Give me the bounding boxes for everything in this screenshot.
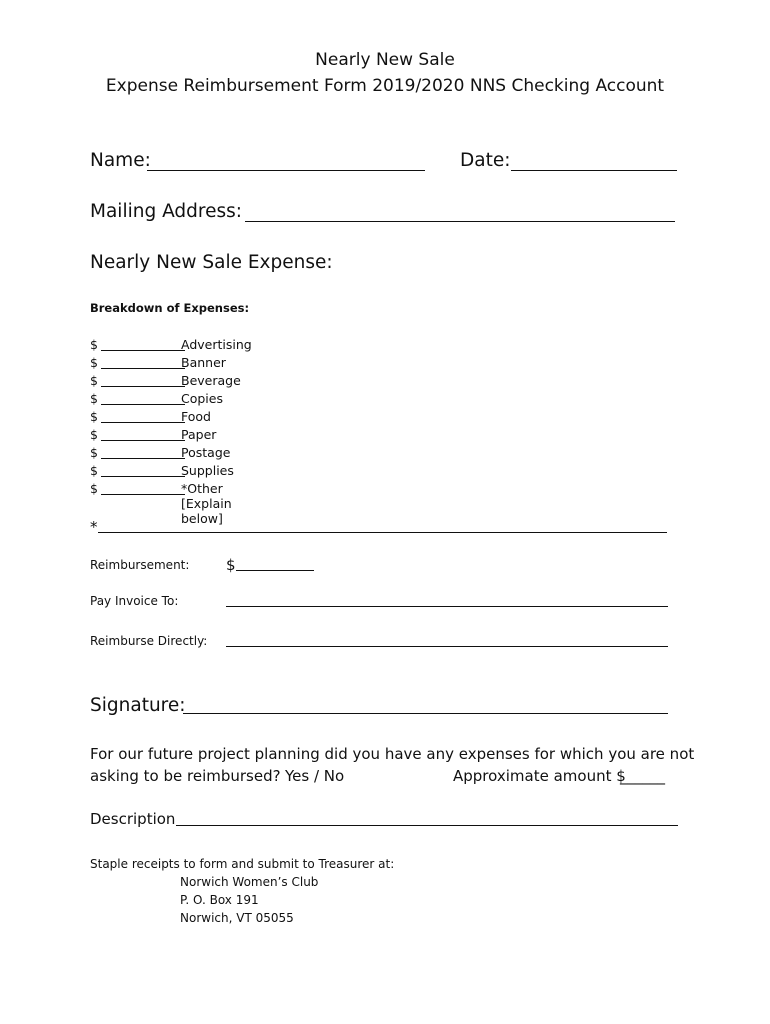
dollar-sign: $	[90, 373, 98, 388]
reimbursement-amount-field[interactable]	[236, 570, 314, 571]
expense-item-label: Advertising	[181, 337, 252, 352]
dollar-sign: $	[90, 445, 98, 460]
date-field[interactable]	[511, 170, 677, 171]
other-marker: *	[90, 518, 98, 536]
reimbursement-label: Reimbursement:	[90, 558, 190, 572]
amount-field[interactable]	[101, 368, 185, 369]
expense-item-label: Supplies	[181, 463, 234, 478]
address-line-3: Norwich, VT 05055	[180, 911, 294, 925]
amount-field[interactable]	[101, 476, 185, 477]
amount-field[interactable]	[101, 404, 185, 405]
staple-instruction: Staple receipts to form and submit to Treasurer at:	[90, 857, 395, 871]
pay-invoice-label: Pay Invoice To:	[90, 594, 179, 608]
address-line-2: P. O. Box 191	[180, 893, 259, 907]
amount-field[interactable]	[101, 494, 185, 495]
amount-field[interactable]	[101, 440, 185, 441]
dollar-sign: $	[90, 391, 98, 406]
dollar-sign: $	[90, 409, 98, 424]
name-label: Name:	[90, 150, 151, 171]
reimbursement-dollar: $	[226, 556, 236, 574]
amount-field[interactable]	[101, 422, 185, 423]
signature-field[interactable]	[183, 713, 668, 714]
reimburse-directly-field[interactable]	[226, 646, 668, 647]
expense-item-label: *Other [Explain below]	[181, 481, 232, 526]
breakdown-heading: Breakdown of Expenses:	[90, 301, 250, 315]
yes-no-option[interactable]: Yes / No	[285, 767, 345, 785]
description-field[interactable]	[176, 825, 678, 826]
dollar-sign: $	[90, 463, 98, 478]
expense-item-label: Copies	[181, 391, 223, 406]
expense-item-label: Paper	[181, 427, 217, 442]
dollar-sign: $	[90, 337, 98, 352]
expense-item-label: Beverage	[181, 373, 241, 388]
expense-item-label: Postage	[181, 445, 231, 460]
dollar-sign: $	[90, 427, 98, 442]
dollar-sign: $	[90, 355, 98, 370]
dollar-sign: $	[90, 481, 98, 496]
expense-label: Nearly New Sale Expense:	[90, 252, 333, 273]
future-question-line2: asking to be reimbursed?	[90, 767, 281, 785]
reimburse-directly-label: Reimburse Directly:	[90, 634, 208, 648]
form-subtitle: Expense Reimbursement Form 2019/2020 NNS Checking Account	[105, 76, 665, 96]
expense-item-label: Banner	[181, 355, 226, 370]
expense-item-label: Food	[181, 409, 211, 424]
future-question-line1: For our future project planning did you have any expenses for which you are not	[90, 745, 695, 763]
amount-field[interactable]	[101, 386, 185, 387]
amount-field[interactable]	[101, 350, 185, 351]
signature-label: Signature:	[90, 695, 186, 716]
mailing-address-field[interactable]	[245, 221, 675, 222]
amount-field[interactable]	[101, 458, 185, 459]
mailing-address-label: Mailing Address:	[90, 201, 242, 222]
approximate-amount-field[interactable]: ______	[620, 767, 665, 785]
pay-invoice-field[interactable]	[226, 606, 668, 607]
description-label: Description	[90, 810, 176, 828]
approximate-amount-label: Approximate amount $	[453, 767, 626, 785]
address-line-1: Norwich Women’s Club	[180, 875, 319, 889]
date-label: Date:	[460, 150, 511, 171]
other-explanation-field[interactable]	[98, 532, 667, 533]
form-title: Nearly New Sale	[315, 50, 455, 70]
name-field[interactable]	[147, 170, 425, 171]
